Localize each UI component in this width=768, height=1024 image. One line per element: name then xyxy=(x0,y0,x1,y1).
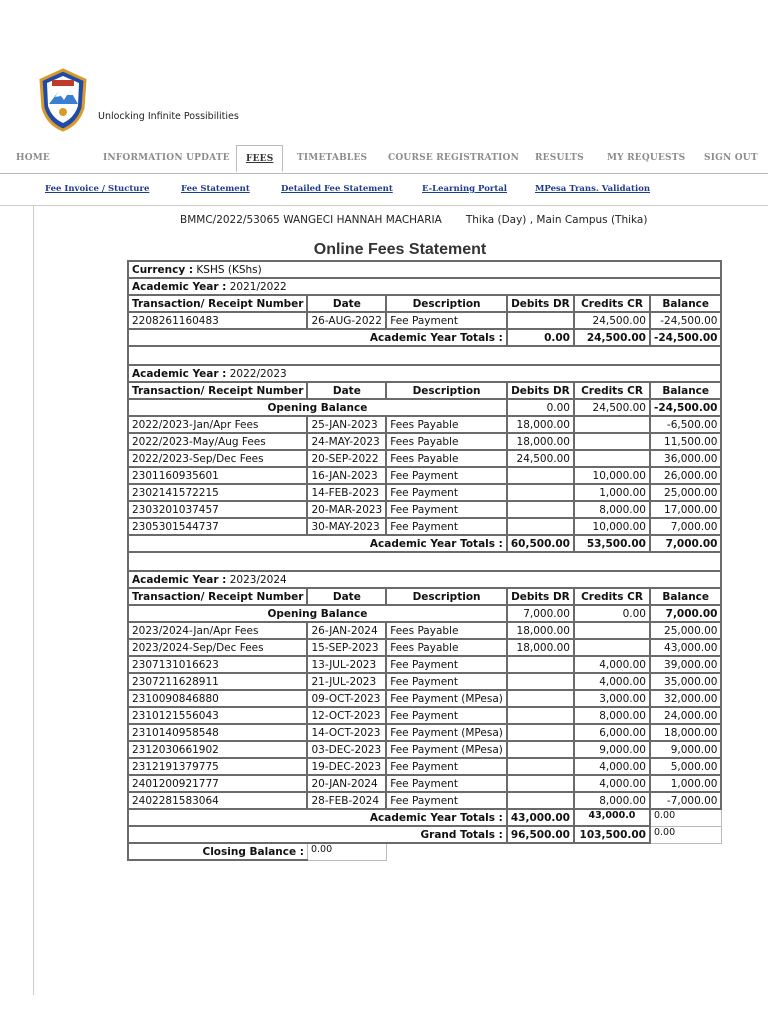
cell-debit xyxy=(507,707,574,724)
year-totals-label: Academic Year Totals : xyxy=(128,329,507,346)
transaction-row xyxy=(128,741,721,758)
cell-credit xyxy=(574,433,650,450)
year-totals-row xyxy=(128,809,721,826)
transaction-row xyxy=(128,450,721,467)
nav-home[interactable]: HOME xyxy=(16,153,50,163)
transaction-row xyxy=(128,775,721,792)
cell-credit: 24,500.00 xyxy=(574,312,650,329)
cell-description: Fee Payment xyxy=(386,707,507,724)
column-header-description: Description xyxy=(386,382,507,399)
cell-debit xyxy=(507,792,574,809)
fees-subnavigation xyxy=(0,173,768,206)
transaction-row xyxy=(128,758,721,775)
link-detailed-fee-statement[interactable]: Detailed Fee Statement xyxy=(281,184,393,194)
spacer-cell xyxy=(128,346,721,365)
column-header-receipt-number: Transaction/ Receipt Number xyxy=(128,588,307,605)
student-id-name: BMMC/2022/53065 WANGECI HANNAH MACHARIA xyxy=(180,214,442,226)
column-header-description: Description xyxy=(386,295,507,312)
cell-credit: 4,000.00 xyxy=(574,758,650,775)
cell-credit: 1,000.00 xyxy=(574,484,650,501)
cell-credit xyxy=(574,416,650,433)
column-header-debit: Debits DR xyxy=(507,295,574,312)
cell-credit: 9,000.00 xyxy=(574,741,650,758)
closing-balance-value: 0.00 xyxy=(307,843,386,860)
cell-receipt-number: 2302141572215 xyxy=(128,484,307,501)
cell-credit: 8,000.00 xyxy=(574,792,650,809)
cell-balance: -7,000.00 xyxy=(650,792,721,809)
cell-balance: 25,000.00 xyxy=(650,484,721,501)
cell-receipt-number: 2023/2024-Sep/Dec Fees xyxy=(128,639,307,656)
cell-description: Fee Payment (MPesa) xyxy=(386,724,507,741)
cell-description: Fees Payable xyxy=(386,433,507,450)
grand-total-credit: 103,500.00 xyxy=(574,826,650,843)
year-total-credit: 43,000.0 xyxy=(574,809,650,826)
cell-date: 21-JUL-2023 xyxy=(307,673,386,690)
cell-receipt-number: 2022/2023-Sep/Dec Fees xyxy=(128,450,307,467)
nav-information-update[interactable]: INFORMATION UPDATE xyxy=(103,153,230,163)
transaction-row xyxy=(128,622,721,639)
closing-balance-label: Closing Balance : xyxy=(128,843,307,860)
opening-balance-row xyxy=(128,399,721,416)
cell-debit xyxy=(507,775,574,792)
year-totals-label: Academic Year Totals : xyxy=(128,809,507,826)
cell-date: 25-JAN-2023 xyxy=(307,416,386,433)
cell-receipt-number: 2401200921777 xyxy=(128,775,307,792)
academic-year xyxy=(128,571,721,588)
transaction-row xyxy=(128,518,721,535)
nav-my-requests[interactable]: MY REQUESTS xyxy=(607,153,686,163)
cell-receipt-number: 2312191379775 xyxy=(128,758,307,775)
opening-debit: 7,000.00 xyxy=(507,605,574,622)
cell-receipt-number: 2023/2024-Jan/Apr Fees xyxy=(128,622,307,639)
cell-date: 13-JUL-2023 xyxy=(307,656,386,673)
opening-balance-label: Opening Balance xyxy=(128,399,507,416)
column-header-date: Date xyxy=(307,295,386,312)
cell-debit xyxy=(507,312,574,329)
opening-balance-row xyxy=(128,605,721,622)
cell-receipt-number: 2305301544737 xyxy=(128,518,307,535)
cell-description: Fee Payment xyxy=(386,484,507,501)
tagline: Unlocking Infinite Possibilities xyxy=(98,111,239,122)
transaction-row xyxy=(128,673,721,690)
column-header-balance: Balance xyxy=(650,295,721,312)
cell-credit: 4,000.00 xyxy=(574,775,650,792)
cell-debit: 18,000.00 xyxy=(507,639,574,656)
link-fee-invoice[interactable]: Fee Invoice / Stucture xyxy=(45,184,150,194)
cell-debit xyxy=(507,724,574,741)
grand-totals-row xyxy=(128,826,721,843)
cell-description: Fee Payment xyxy=(386,467,507,484)
cell-description: Fees Payable xyxy=(386,622,507,639)
cell-credit xyxy=(574,622,650,639)
cell-description: Fee Payment (MPesa) xyxy=(386,741,507,758)
cell-balance: 18,000.00 xyxy=(650,724,721,741)
year-total-balance: -24,500.00 xyxy=(650,329,721,346)
cell-balance: 1,000.00 xyxy=(650,775,721,792)
cell-debit: 18,000.00 xyxy=(507,416,574,433)
cell-description: Fee Payment xyxy=(386,518,507,535)
currency-row xyxy=(128,261,721,278)
nav-fees[interactable]: FEES xyxy=(236,145,283,172)
academic-year-label: Academic Year : xyxy=(132,280,227,293)
grand-total-balance: 0.00 xyxy=(650,826,721,843)
cell-date: 15-SEP-2023 xyxy=(307,639,386,656)
transaction-row xyxy=(128,312,721,329)
top-navigation xyxy=(0,145,768,174)
cell-date: 30-MAY-2023 xyxy=(307,518,386,535)
spacer-row xyxy=(128,552,721,571)
cell-receipt-number: 2402281583064 xyxy=(128,792,307,809)
cell-receipt-number: 2022/2023-Jan/Apr Fees xyxy=(128,416,307,433)
nav-results[interactable]: RESULTS xyxy=(535,153,584,163)
cell-debit: 18,000.00 xyxy=(507,622,574,639)
cell-balance: 26,000.00 xyxy=(650,467,721,484)
spacer-cell xyxy=(128,552,721,571)
cell-receipt-number: 2310090846880 xyxy=(128,690,307,707)
cell-debit: 18,000.00 xyxy=(507,433,574,450)
opening-credit: 0.00 xyxy=(574,605,650,622)
academic-year-value: 2023/2024 xyxy=(229,573,287,586)
cell-date: 20-MAR-2023 xyxy=(307,501,386,518)
link-elearning-portal[interactable]: E-Learning Portal xyxy=(422,184,507,194)
column-header-receipt-number: Transaction/ Receipt Number xyxy=(128,295,307,312)
opening-debit: 0.00 xyxy=(507,399,574,416)
cell-debit xyxy=(507,518,574,535)
cell-date: 28-FEB-2024 xyxy=(307,792,386,809)
year-total-credit: 24,500.00 xyxy=(574,329,650,346)
opening-balance: 7,000.00 xyxy=(650,605,721,622)
academic-year-label: Academic Year : xyxy=(132,367,227,380)
cell-debit xyxy=(507,467,574,484)
academic-year-label: Academic Year : xyxy=(132,573,227,586)
cell-debit xyxy=(507,741,574,758)
transaction-row xyxy=(128,724,721,741)
transaction-row xyxy=(128,656,721,673)
year-total-debit: 43,000.00 xyxy=(507,809,574,826)
cell-receipt-number: 2022/2023-May/Aug Fees xyxy=(128,433,307,450)
cell-description: Fee Payment xyxy=(386,758,507,775)
cell-credit: 8,000.00 xyxy=(574,501,650,518)
cell-description: Fee Payment xyxy=(386,792,507,809)
cell-balance: -24,500.00 xyxy=(650,312,721,329)
nav-sign-out[interactable]: SIGN OUT xyxy=(704,153,758,163)
cell-description: Fee Payment xyxy=(386,656,507,673)
cell-debit xyxy=(507,690,574,707)
column-header-debit: Debits DR xyxy=(507,382,574,399)
cell-credit: 4,000.00 xyxy=(574,656,650,673)
cell-debit xyxy=(507,758,574,775)
cell-description: Fees Payable xyxy=(386,639,507,656)
grand-totals-label: Grand Totals : xyxy=(128,826,507,843)
column-header-credit: Credits CR xyxy=(574,295,650,312)
column-header-balance: Balance xyxy=(650,382,721,399)
currency-value: KSHS (KShs) xyxy=(196,263,262,276)
column-header-receipt-number: Transaction/ Receipt Number xyxy=(128,382,307,399)
column-header-credit: Credits CR xyxy=(574,588,650,605)
cell-balance: -6,500.00 xyxy=(650,416,721,433)
fees-statement-table xyxy=(127,260,722,861)
transaction-row xyxy=(128,501,721,518)
transaction-row xyxy=(128,639,721,656)
year-total-debit: 60,500.00 xyxy=(507,535,574,552)
closing-balance-row xyxy=(128,843,721,860)
cell-balance: 39,000.00 xyxy=(650,656,721,673)
column-header-description: Description xyxy=(386,588,507,605)
cell-receipt-number: 2307211628911 xyxy=(128,673,307,690)
cell-date: 12-OCT-2023 xyxy=(307,707,386,724)
spacer-row xyxy=(128,346,721,365)
student-info xyxy=(180,214,647,226)
cell-balance: 25,000.00 xyxy=(650,622,721,639)
cell-date: 03-DEC-2023 xyxy=(307,741,386,758)
cell-balance: 11,500.00 xyxy=(650,433,721,450)
transaction-row xyxy=(128,484,721,501)
nav-course-registration[interactable]: COURSE REGISTRATION xyxy=(388,153,519,163)
currency-label: Currency : xyxy=(132,263,194,276)
cell-date: 14-FEB-2023 xyxy=(307,484,386,501)
cell-receipt-number: 2310121556043 xyxy=(128,707,307,724)
cell-balance: 7,000.00 xyxy=(650,518,721,535)
cell-date: 20-JAN-2024 xyxy=(307,775,386,792)
student-campus: Thika (Day) , Main Campus (Thika) xyxy=(465,214,648,226)
cell-receipt-number: 2303201037457 xyxy=(128,501,307,518)
cell-balance: 9,000.00 xyxy=(650,741,721,758)
year-total-credit: 53,500.00 xyxy=(574,535,650,552)
cell-date: 24-MAY-2023 xyxy=(307,433,386,450)
transaction-row xyxy=(128,792,721,809)
cell-description: Fee Payment xyxy=(386,673,507,690)
year-totals-row xyxy=(128,329,721,346)
statement-title: Online Fees Statement xyxy=(313,241,487,258)
year-total-balance: 7,000.00 xyxy=(650,535,721,552)
cell-receipt-number: 2208261160483 xyxy=(128,312,307,329)
year-total-debit: 0.00 xyxy=(507,329,574,346)
column-header-debit: Debits DR xyxy=(507,588,574,605)
cell-description: Fees Payable xyxy=(386,416,507,433)
cell-date: 16-JAN-2023 xyxy=(307,467,386,484)
opening-credit: 24,500.00 xyxy=(574,399,650,416)
opening-balance-label: Opening Balance xyxy=(128,605,507,622)
cell-credit xyxy=(574,450,650,467)
cell-receipt-number: 2307131016623 xyxy=(128,656,307,673)
cell-balance: 24,000.00 xyxy=(650,707,721,724)
cell-credit xyxy=(574,639,650,656)
header-row xyxy=(128,295,721,312)
cell-balance: 36,000.00 xyxy=(650,450,721,467)
cell-description: Fee Payment (MPesa) xyxy=(386,690,507,707)
cell-credit: 3,000.00 xyxy=(574,690,650,707)
cell-debit: 24,500.00 xyxy=(507,450,574,467)
university-logo xyxy=(38,68,88,132)
cell-balance: 32,000.00 xyxy=(650,690,721,707)
closing-blank xyxy=(386,843,721,860)
year-totals-label: Academic Year Totals : xyxy=(128,535,507,552)
cell-debit xyxy=(507,501,574,518)
cell-description: Fee Payment xyxy=(386,775,507,792)
transaction-row xyxy=(128,467,721,484)
cell-credit: 10,000.00 xyxy=(574,518,650,535)
header-row xyxy=(128,588,721,605)
academic-year-row xyxy=(128,571,721,588)
year-totals-row xyxy=(128,535,721,552)
column-header-date: Date xyxy=(307,588,386,605)
cell-credit: 10,000.00 xyxy=(574,467,650,484)
content-divider xyxy=(33,205,34,995)
transaction-row xyxy=(128,433,721,450)
academic-year-row xyxy=(128,365,721,382)
link-fee-statement[interactable]: Fee Statement xyxy=(181,184,250,194)
cell-description: Fee Payment xyxy=(386,312,507,329)
academic-year-value: 2022/2023 xyxy=(229,367,287,380)
transaction-row xyxy=(128,690,721,707)
transaction-row xyxy=(128,707,721,724)
cell-debit xyxy=(507,484,574,501)
academic-year-row xyxy=(128,278,721,295)
cell-date: 14-OCT-2023 xyxy=(307,724,386,741)
cell-debit xyxy=(507,656,574,673)
column-header-balance: Balance xyxy=(650,588,721,605)
nav-timetables[interactable]: TIMETABLES xyxy=(297,153,368,163)
grand-total-debit: 96,500.00 xyxy=(507,826,574,843)
cell-date: 26-JAN-2024 xyxy=(307,622,386,639)
cell-date: 19-DEC-2023 xyxy=(307,758,386,775)
link-mpesa-validation[interactable]: MPesa Trans. Validation xyxy=(535,184,651,194)
cell-balance: 43,000.00 xyxy=(650,639,721,656)
cell-date: 26-AUG-2022 xyxy=(307,312,386,329)
cell-receipt-number: 2312030661902 xyxy=(128,741,307,758)
cell-receipt-number: 2301160935601 xyxy=(128,467,307,484)
header-row xyxy=(128,382,721,399)
cell-date: 09-OCT-2023 xyxy=(307,690,386,707)
column-header-date: Date xyxy=(307,382,386,399)
transaction-row xyxy=(128,416,721,433)
cell-balance: 17,000.00 xyxy=(650,501,721,518)
cell-receipt-number: 2310140958548 xyxy=(128,724,307,741)
cell-debit xyxy=(507,673,574,690)
cell-balance: 5,000.00 xyxy=(650,758,721,775)
cell-description: Fee Payment xyxy=(386,501,507,518)
cell-credit: 4,000.00 xyxy=(574,673,650,690)
currency xyxy=(128,261,721,278)
academic-year-value: 2021/2022 xyxy=(229,280,287,293)
academic-year xyxy=(128,278,721,295)
opening-balance: -24,500.00 xyxy=(650,399,721,416)
cell-credit: 6,000.00 xyxy=(574,724,650,741)
cell-date: 20-SEP-2022 xyxy=(307,450,386,467)
cell-credit: 8,000.00 xyxy=(574,707,650,724)
year-total-balance: 0.00 xyxy=(650,809,721,826)
column-header-credit: Credits CR xyxy=(574,382,650,399)
cell-description: Fees Payable xyxy=(386,450,507,467)
cell-balance: 35,000.00 xyxy=(650,673,721,690)
academic-year xyxy=(128,365,721,382)
